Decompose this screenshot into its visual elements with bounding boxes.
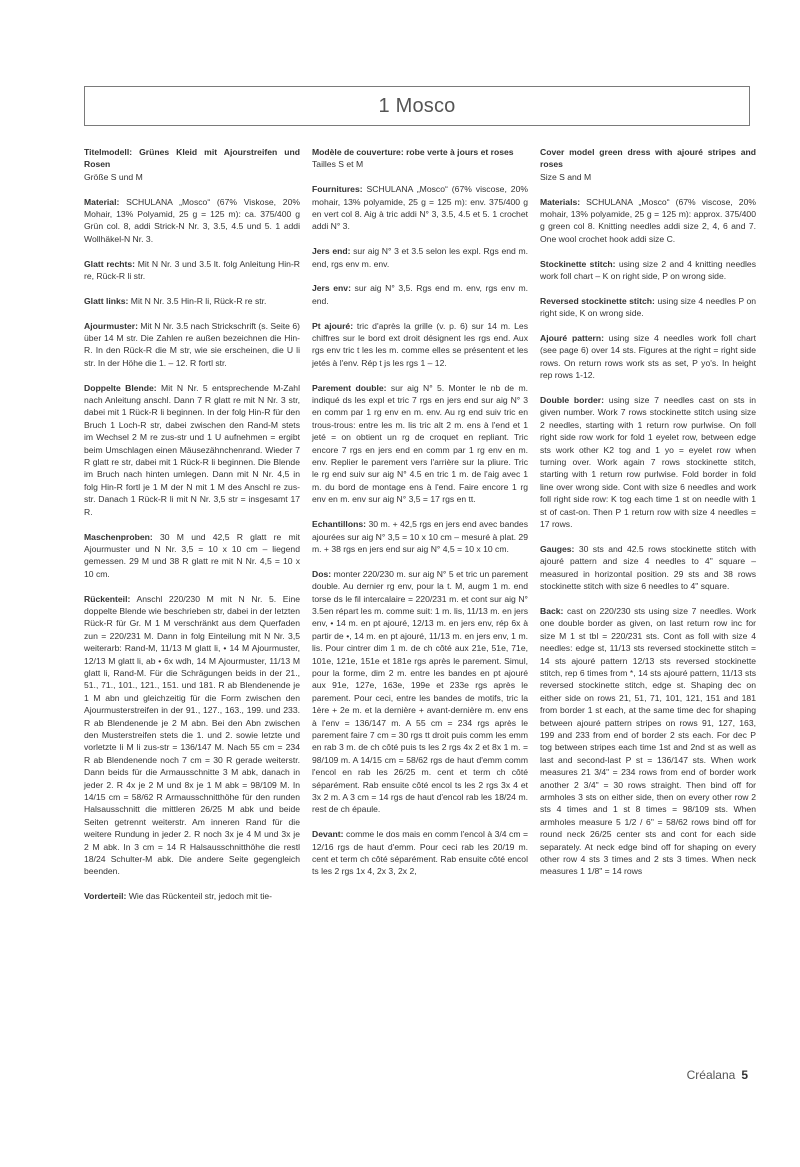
section (540, 394, 756, 530)
column-french (312, 146, 528, 890)
section (84, 382, 300, 518)
section-text: sur aig N° 3 et 3.5 selon les expl. Rgs end m. end, rgs env m. env. (312, 246, 528, 269)
section-label: Gauges: (540, 543, 575, 554)
section-label: Devant: (312, 829, 344, 840)
section-text: 30 M und 42,5 R glatt re mit Ajourmuster und N Nr. 3,5 = 10 x 10 cm – liegend gemessen. 29 M und 38 R glatt re mit N Nr. 4,5 = 10 x 10 cm. (84, 531, 300, 579)
title-box (84, 86, 750, 126)
section-text: using size 4 needles P on right side, K on wrong side. (540, 295, 757, 319)
section (540, 332, 756, 382)
section-text: 30 sts and 42.5 rows stockinette stitch with ajouré pattern and size 4 needles to 4" square – measured in horizontal position. 29 sts and 38 rows stockinette stitch with size 6 needles to 4" square. (540, 543, 756, 592)
section-label: Vorderteil: (84, 891, 127, 902)
section-text: sur aig N° 5. Monter le nb de m. indiqué ds les expl et tric 7 rgs en jers end sur aig N° 3 en comm par 1 rg env en m. env. Au rg end suiv tric en trous-trous: entre les m. lis tric alt 2 m. ens à l'end et 1 jeté = on obtient un rg de croquet en repliant. Tric encore 7 rgs en jers end en comm par 1 rg env en m. env. Replier le parement vers l'arrière sur la pliure. Tric le rg end suiv sur aig N° 4.5 en tric 1 m. de l'aig avec 1 m. du bord de montage ens à l'end. Faire encore 1 rg env en m. env sur aig N° 3,5 = 17 rgs en tt. (312, 382, 528, 505)
column-header (312, 146, 528, 171)
section-text: using size 2 and 4 knitting needles work foll chart – K on right side, P on wrong side. (540, 258, 756, 282)
section-label: Material: (84, 196, 120, 207)
page-number: 5 (741, 1068, 748, 1082)
section-label: Rückenteil: (84, 593, 131, 604)
section-text: Mit N Nr. 3 und 3.5 lt. folg Anleitung Hin-R re, Rück-R li str. (84, 258, 300, 282)
section (312, 568, 528, 816)
section-text: Mit N Nr. 5 entsprechende M-Zahl nach Anleitung anschl. Dann 7 R glatt re mit N Nr. 3 str, dabei mit 1 Rück-R li beginnen. In der folg Hin-R für den Bruch 1 Loch-R str, dabei zwischen den Rand-M stets im Wechsel 2 M re zus-str und 1 U aufnehmen = ergibt beim Umschlagen einen Mäusezähnchenrand. Wieder 7 R glatt re str, dabei mit 1 Rück-R li beginnen. Die Blende im Bruch nach hinten umlegen. Dann mit N Nr. 4,5 in folg Hin-R fortl je 1 M der N mit 1 M des Anschl re zus-str. Danach 1 Rück-R li mit N Nr. 3,5 str = insgesamt 17 R. (84, 382, 300, 517)
section-label: Parement double: (312, 382, 387, 393)
section-label: Maschenproben: (84, 531, 153, 542)
column-german (84, 146, 300, 915)
section (312, 518, 528, 555)
section-label: Fournitures: (312, 184, 363, 195)
section-label: Reversed stockinette stitch: (540, 295, 655, 306)
section-text: sur aig N° 3,5. Rgs end m. env, rgs env m. end. (312, 283, 528, 306)
section (84, 196, 300, 246)
section (540, 605, 756, 878)
section (540, 543, 756, 593)
section (312, 828, 528, 878)
section-text: monter 220/230 m. sur aig N° 5 et tric un parement double. Au dernier rg env, pour la t. M, augm 1 m. end torse ds le fil intercalaire = 220/231 m. et cont sur aig N° 3.5en répart les m. comme suit: 1 m. lis, 11/13 m. en jers env, • 14 m. en pt ajouré, 12/13 m. en jers env, rép 6x à partir de •, 14 m. en pt ajouré, 11/13 m. en jers env, 1 m. lis. Pour cintrer dim 1 m. de ch côté aux 21e, 51e, 71e, 101e, 121e, 151e et 181e rgs après le parement. Simul, pour la forme, dim 2 m. entre les bandes en pt ajouré aux 91e, 127e, 163e, 199e et 233e rgs après le parement. Pour ceci, entre les bandes de motifs, tric la 1ère + 2e m. et la dernière + avant-dernière m. env ens à l'env = 136/147 m. A 55 cm = 234 rgs après le parement faire 7 cm = 30 rgs tt droit puis comm les emm en rab 3 m. de ch côté puis ts les 2 rgs 4x 2 et 8x 1 m. = 98/109 m. A 14/15 cm = 58/62 rgs de haut d'emm comm l'encol en rab les 26/25 m. cent et term ch côté séparément. Rab ensuite côté encol ts les 2 rgs 3x 4 et 3x 2 m. A 3 cm = 14 rgs de haut d'encol rab les 18/24 m. rest de ch épaule. (312, 568, 528, 815)
column-header (84, 146, 300, 183)
section-text: SCHULANA „Mosco“ (67% viscose, 20% mohair, 13% polyamide, 25 g = 125 m): approx. 375/400 g green col 8. Knitting needles addi size 2, 4, 6 and 7. One wool crochet hook addi size C. (540, 196, 756, 244)
section-text: tric d'après la grille (v. p. 6) sur 14 m. Les chiffres sur le bord ext droit désignent les rgs end. Aux rgs env tric t les les m. comme elles se présentent et les jetés à l'env. Rép t js les rgs 1 – 12. (312, 320, 528, 368)
section-label: Glatt rechts: (84, 258, 135, 269)
section-label: Jers env: (312, 283, 351, 294)
page-footer (687, 1068, 748, 1082)
section-text: SCHULANA „Mosco“ (67% Viskose, 20% Mohair, 13% Polyamid, 25 g = 125 m): ca. 375/400 g Grün col. 8, addi Strick-N Nr. 3, 3.5, 4.5 und 5. 1 addi Wollhäkel-N Nr. 3. (84, 196, 300, 244)
section-text: Mit N Nr. 3.5 Hin-R li, Rück-R re str. (128, 295, 267, 306)
page-title: 1 Mosco (378, 94, 456, 117)
column-header (540, 146, 756, 183)
section-text: cast on 220/230 sts using size 7 needles. Work one double border as given, on last return row inc for size M 1 st tbl = 220/231 sts. Cont as foll with size 4 needles: edge st, 11/13 sts reversed stockinette stitch = 14 sts ajouré pattern 12/13 sts reversed stockinette stitch, rep 6 times from *, 14 sts ajouré pattern, 11/13 sts reversed stockinette stitch, edge st. Shaping dec on either side on rows 21, 51, 71, 101, 121, 151 and 181 from border 1 st each, at the same time dec for shaping between ajouré pattern stripes on rows 91, 127, 163, 199 and 233 from end of border 2 sts each. For dec P tog between stripes each time 1st and 2nd st as well as last and second-last P st = 136/147 sts. When work measures 21 3/4" = 234 rows from end of border work another 2 3/4" = 30 rows straight. Then bind off for armholes 3 sts on either side, then on every other row 2 sts 4 times and 1 st 8 times = 98/109 sts. When armholes measure 5 1/2 / 6" = 58/62 rows bind off for round neck 26/25 center sts and cont for each side separately. At neck edge bind off for shaping on every other row 4 sts 3 times and 2 sts 3 times. When neck measures 1 1/8" = 14 rows (540, 605, 756, 877)
section-text: Wie das Rückenteil str, jedoch mit tie- (126, 891, 273, 902)
section (84, 295, 300, 307)
section-text: SCHULANA „Mosco“ (67% viscose, 20% mohair, 13% polyamide, 25 g = 125 m): env. 375/400 g en vert col 8. Aig à tric addi N° 3, 3.5, 4.5 et 5. 1 crochet addi N° 3. (312, 184, 528, 232)
brand-name: Créalana (686, 1068, 736, 1082)
section-label: Double border: (540, 395, 604, 406)
section-text: using size 7 needles cast on sts in given number. Work 7 rows stockinette stitch using size 2 needles, starting with 1 return row purlwise. On foll right side row work for fold 1 eyelet row, between edge sts work other K2 tog and 1 yo = eyelet row when turning over. Work again 7 rows stockinette stitch, starting with 1 return row purlwise. Fold border in fold line over wrong side. Cont with size 6 needles and work foll right side row: K tog each time 1 st on needle with 1 st of cast-on. Then P 1 return row with size 4 needles = 17 rows. (540, 395, 756, 530)
section (312, 245, 528, 270)
size-line: Size S and M (540, 171, 592, 182)
section-text: 30 m. + 42,5 rgs en jers end avec bandes ajourées sur aig N° 3,5 = 10 x 10 cm – mesuré à plat. 29 m. + 38 rgs en jers end sur aig N° 4,5 = 10 x 10 cm. (312, 519, 528, 554)
section-label: Doppelte Blende: (84, 382, 157, 393)
model-heading: Cover model green dress with ajouré stripes and roses (540, 147, 756, 170)
section (312, 183, 528, 233)
section-label: Pt ajouré: (312, 320, 354, 331)
section-label: Dos: (312, 568, 332, 579)
section (540, 295, 756, 320)
section-label: Ajouré pattern: (540, 333, 604, 344)
section (84, 890, 300, 902)
section (84, 531, 300, 581)
model-heading: Modèle de couverture: robe verte à jours et roses (312, 147, 514, 157)
section-label: Echantillons: (312, 519, 366, 530)
section-label: Glatt links: (84, 295, 129, 306)
section (312, 282, 528, 307)
section-label: Back: (540, 605, 564, 616)
section-label: Materials: (540, 196, 581, 207)
section (84, 258, 300, 283)
model-heading: Titelmodell: Grünes Kleid mit Ajourstreifen und Rosen (84, 147, 300, 170)
section (540, 196, 756, 246)
section (540, 258, 756, 283)
size-line: Tailles S et M (312, 159, 364, 170)
section (312, 382, 528, 506)
section (312, 320, 528, 370)
section-text: Mit N Nr. 3.5 nach Strickschrift (s. Seite 6) über 14 M str. Die Zahlen re außen bezeichnen die Hin-R. In den Rück-R die M str, wie sie erscheinen, die U li str. In der Höhe die 1. – 12. R fortl str. (84, 320, 300, 368)
section (84, 593, 300, 878)
column-english (540, 146, 756, 890)
section-text: Anschl 220/230 M mit N Nr. 5. Eine doppelte Blende wie beschrieben str, dabei in der letzten Rück-R für Gr. M 1 M verschränkt aus dem Querfaden zun = 220/231 M. Dann in folg Einteilung mit N Nr. 3,5 weiterarb: Rand-M, 11/13 M glatt li, • 14 M Ajourmuster, 12/13 M glatt li, ab • 6x wdh, 14 M Ajourmuster, 11/13 M glatt li, Rand-M. Für die Schrägungen beids in der 21., 51., 71., 101., 121., 151. und 181. R ab Blendenende je 1 M abn und gleichzeitig für die Form zwischen den Ajourmusterstreifen in der 91., 127., 163., 199. und 233. R ab Blendenende je 2 M abn. Bei den Abn zwischen den Musterstreifen stets die 1. und 2. sowie letzte und vorletzte li M li zus-str = 136/147 M. Nach 55 cm = 234 R ab Blendenende noch 7 cm = 30 R gerade weiterstr. Dann beids für die Armausschnitte 3 M abk, danach in jeder 2. R 4x je 2 M und 8x je 1 M abk = 98/109 M. In 14/15 cm = 58/62 R Armausschnitthöhe für den runden Halsausschnitt die mittleren 26/25 M abk und beide Seiten getrennt weiterstr. Am inneren Rand für die weitere Rundung in jeder 2. R noch 3x je 4 M und 3x je 2 M abk. In 3 cm = 14 R Halsausschnitthöhe die restl 18/24 Schulter-M abk. Die andere Seite gegengleich beenden. (84, 593, 300, 877)
size-line: Größe S und M (84, 171, 143, 182)
section-label: Jers end: (312, 246, 351, 257)
section-text: comme le dos mais en comm l'encol à 3/4 cm = 12/16 rgs de haut d'emm. Pour ceci rab les 20/19 m. cent et term ch côté séparément. Rab ensuite côté encol ts les 2 rgs 1x 4, 2x 3, 2x 2, (312, 829, 528, 877)
section-label: Ajourmuster: (84, 320, 138, 331)
section-text: using size 4 needles work foll chart (see page 6) over 14 sts. Figures at the right = right side rows. On return rows work sts as set, P yo's. In height rep rows 1-12. (540, 333, 756, 381)
section-label: Stockinette stitch: (540, 258, 616, 269)
section (84, 320, 300, 370)
